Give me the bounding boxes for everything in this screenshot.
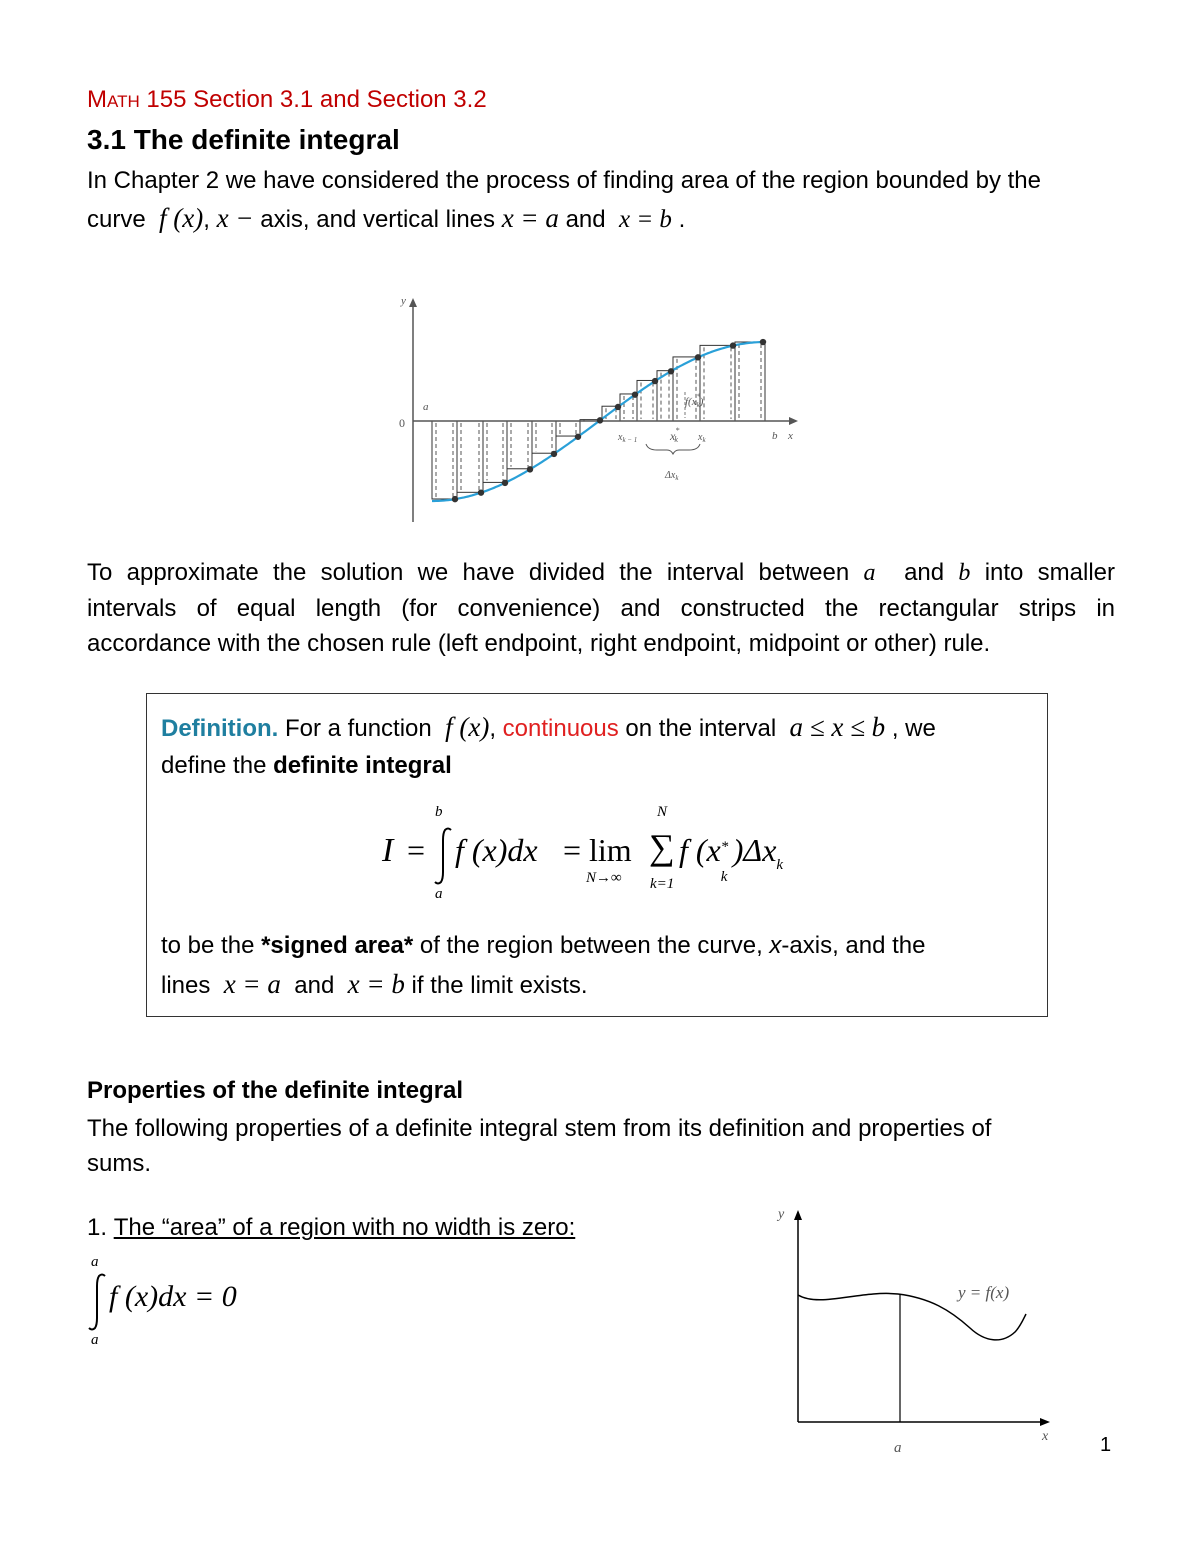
formula-eq-1: = bbox=[407, 832, 426, 868]
sample-point bbox=[597, 417, 603, 423]
fig1-a-label: a bbox=[423, 401, 429, 413]
definition-line-2: define the definite integral bbox=[161, 752, 452, 779]
intro-x-dash: x − bbox=[216, 203, 254, 233]
property-1-formula bbox=[87, 1254, 347, 1354]
intro-x-eq-b: x = b bbox=[618, 206, 672, 233]
formula-upper-b: b bbox=[435, 804, 443, 820]
sample-point bbox=[478, 489, 484, 495]
approx-paragraph bbox=[87, 555, 1115, 661]
definition-box bbox=[146, 693, 1048, 1017]
intro-period: . bbox=[678, 206, 686, 233]
properties-line-2: sums. bbox=[87, 1150, 152, 1177]
sample-point bbox=[695, 354, 701, 360]
summation-sign: ∑ bbox=[649, 827, 675, 867]
fig1-b-label: b bbox=[772, 430, 778, 442]
intro-line-2 bbox=[87, 201, 685, 237]
delta-brace bbox=[646, 444, 700, 454]
sample-point bbox=[502, 480, 508, 486]
sample-point bbox=[760, 339, 766, 345]
definition-label: Definition. bbox=[161, 715, 279, 742]
formula-I: I bbox=[382, 832, 394, 869]
fig2-curve-label: y = f(x) bbox=[958, 1283, 1010, 1302]
formula-eq-2: = bbox=[563, 832, 582, 868]
y-axis-arrow bbox=[409, 298, 417, 307]
p1-lower-a: a bbox=[91, 1332, 99, 1348]
sample-point bbox=[615, 404, 621, 410]
intro-axis-text: axis, and vertical lines bbox=[260, 206, 496, 233]
property-1-number: 1. bbox=[87, 1214, 108, 1241]
approx-a: a bbox=[863, 560, 876, 586]
approx-line-3: accordance with the chosen rule (left endpoint, right endpoint, midpoint or other) rule. bbox=[87, 630, 991, 657]
fig2-y-arrow bbox=[794, 1210, 802, 1220]
sample-point bbox=[632, 391, 638, 397]
formula-integrand: f (x)dx bbox=[455, 832, 538, 868]
fig2-x-label: x bbox=[1042, 1429, 1049, 1444]
sample-point bbox=[668, 368, 674, 374]
riemann-rect bbox=[735, 342, 765, 421]
formula-sum-lower: k=1 bbox=[650, 876, 675, 892]
p1-formula-body: f (x)dx = 0 bbox=[109, 1280, 237, 1313]
properties-intro bbox=[87, 1111, 1102, 1181]
course-header bbox=[87, 86, 487, 114]
section-title: 3.1 The definite integral bbox=[87, 124, 400, 155]
intro-line-1: In Chapter 2 we have considered the process of finding area of the region bounded by the bbox=[87, 167, 1041, 194]
page-number: 1 bbox=[1100, 1434, 1112, 1456]
p1-upper-a: a bbox=[91, 1254, 99, 1270]
fig1-delta-xk: $\Delta x_k$ bbox=[665, 470, 679, 482]
fig1-xk: $x_k$ bbox=[698, 432, 706, 444]
sample-point bbox=[452, 496, 458, 502]
intro-fx: f (x) bbox=[159, 203, 204, 233]
fig1-fxk: f(x* k) bbox=[685, 392, 704, 409]
sample-point bbox=[575, 434, 581, 440]
fig2-y-label: y bbox=[778, 1207, 785, 1222]
definition-x-eq-a: x = a bbox=[223, 969, 281, 999]
definition-continuous: continuous bbox=[502, 715, 619, 742]
p1-integral-sign bbox=[88, 1272, 108, 1332]
formula-sum-upper: N bbox=[657, 804, 668, 820]
intro-and: and bbox=[565, 206, 606, 233]
approx-b: b bbox=[958, 560, 971, 586]
definition-term: definite integral bbox=[273, 752, 452, 779]
x-axis-arrow bbox=[789, 417, 798, 425]
formula-lower-a: a bbox=[435, 886, 443, 902]
approx-line-2: intervals of equal length (for convenience) and constructed the rectangular strips in bbox=[87, 595, 1115, 622]
properties-line-1: The following properties of a definite integral stem from its definition and properties of bbox=[87, 1115, 992, 1142]
fig1-xk-minus-1: $x_{k - 1}$ bbox=[618, 432, 638, 444]
sample-point bbox=[652, 378, 658, 384]
definition-interval: a ≤ x ≤ b bbox=[789, 712, 886, 742]
definition-line-3: to be the *signed area* of the region between the curve, x-axis, and the bbox=[161, 932, 926, 959]
definition-fx: f (x) bbox=[445, 712, 490, 742]
integral-sign bbox=[432, 826, 454, 886]
fig2-x-arrow bbox=[1040, 1418, 1050, 1426]
fig1-xk-star: x* k bbox=[670, 426, 680, 444]
signed-area-term: *signed area* bbox=[261, 932, 414, 959]
zero-width-figure bbox=[770, 1200, 1060, 1470]
definition-formula bbox=[367, 804, 847, 914]
definition-line-1: Definition. For a function f (x), continuous on the interval a ≤ x ≤ b , we bbox=[161, 712, 936, 742]
sample-point bbox=[551, 451, 557, 457]
formula-lim: lim bbox=[589, 832, 632, 868]
header-prefix-big: M bbox=[87, 86, 107, 113]
formula-summand: f (x * k )$\Delta x_k$ bbox=[679, 832, 784, 885]
properties-heading: Properties of the definite integral bbox=[87, 1077, 464, 1104]
fig1-y-label: y bbox=[401, 295, 406, 307]
property-1 bbox=[87, 1214, 575, 1242]
fig2-a-label: a bbox=[894, 1440, 902, 1456]
approx-line-1: To approximate the solution we have divided the interval between a and b into smaller bbox=[87, 559, 1116, 586]
fig1-zero-label: 0 bbox=[399, 416, 405, 430]
intro-curve-word: curve bbox=[87, 206, 146, 233]
formula-lim-sub: N→∞ bbox=[586, 870, 622, 886]
header-rest: 155 Section 3.1 and Section 3.2 bbox=[139, 86, 487, 113]
riemann-rect bbox=[700, 345, 735, 421]
riemann-sum-figure bbox=[395, 292, 805, 524]
intro-x-eq-a: x = a bbox=[501, 203, 559, 233]
sample-point bbox=[527, 466, 533, 472]
header-prefix-small: ATH bbox=[107, 92, 140, 111]
property-1-text: The “area” of a region with no width is zero: bbox=[113, 1214, 576, 1241]
definition-line-4: lines x = a and x = b if the limit exists. bbox=[161, 969, 588, 999]
intro-comma: , bbox=[203, 206, 210, 233]
definition-x-eq-b: x = b bbox=[347, 969, 405, 999]
sample-point bbox=[730, 342, 736, 348]
fig1-x-label: x bbox=[788, 430, 793, 442]
